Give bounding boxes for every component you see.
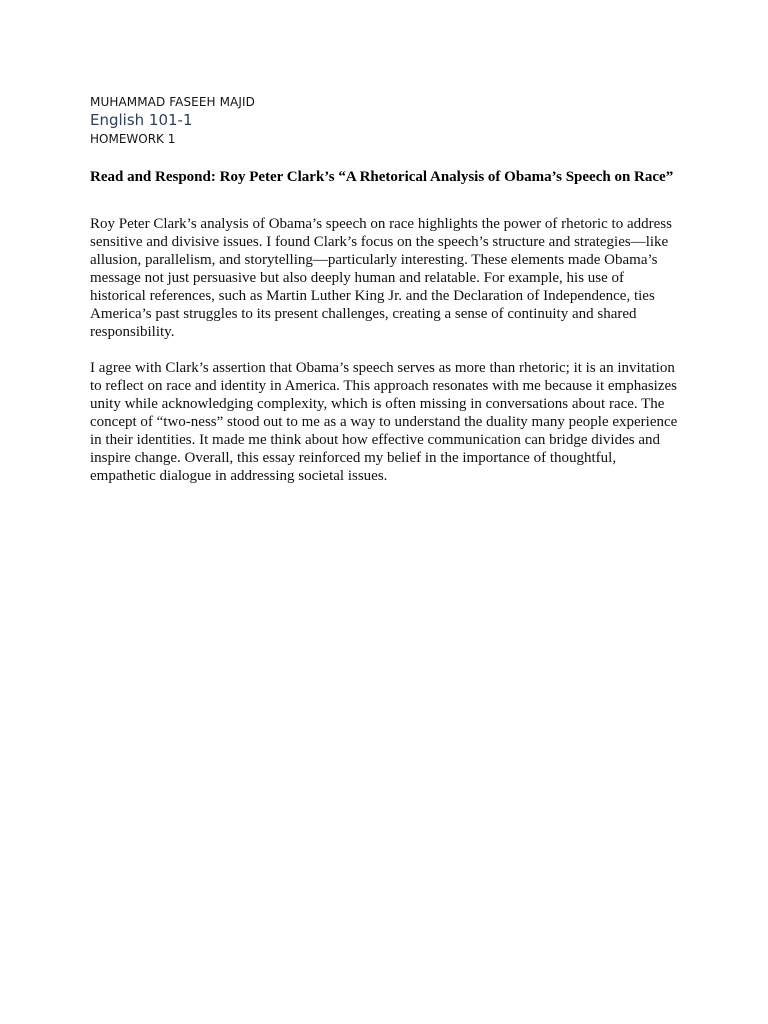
course-name: English 101-1	[90, 111, 193, 129]
assignment-label: HOMEWORK 1	[90, 132, 176, 146]
body-paragraph-2: I agree with Clark’s assertion that Obama’s speech serves as more than rhetoric; it is an invitation to reflect on race and identity in America. This approach resonates with me because it emphasizes unity while acknowledging complexity, which is often missing in conversations about race. The concept of “two-ness” stood out to me as a way to understand the duality many people experience in their identities. It made me think about how effective communication can bridge divides and inspire change. Overall, this essay reinforced my belief in the importance of thoughtful, empathetic dialogue in addressing societal issues.	[90, 360, 678, 484]
author-name: MUHAMMAD FASEEH MAJID	[90, 95, 255, 109]
document-title: Read and Respond: Roy Peter Clark’s “A Rhetorical Analysis of Obama’s Speech on Race”	[90, 169, 674, 185]
document-content	[90, 94, 682, 485]
body-paragraph-1: Roy Peter Clark’s analysis of Obama’s speech on race highlights the power of rhetoric to address sensitive and divisive issues. I found Clark’s focus on the speech’s structure and strategies—like allusion, parallelism, and storytelling—particularly interesting. These elements made Obama’s message not just persuasive but also deeply human and relatable. For example, his use of historical references, such as Martin Luther King Jr. and the Declaration of Independence, ties America’s past struggles to its present challenges, creating a sense of continuity and shared responsibility.	[90, 216, 672, 340]
